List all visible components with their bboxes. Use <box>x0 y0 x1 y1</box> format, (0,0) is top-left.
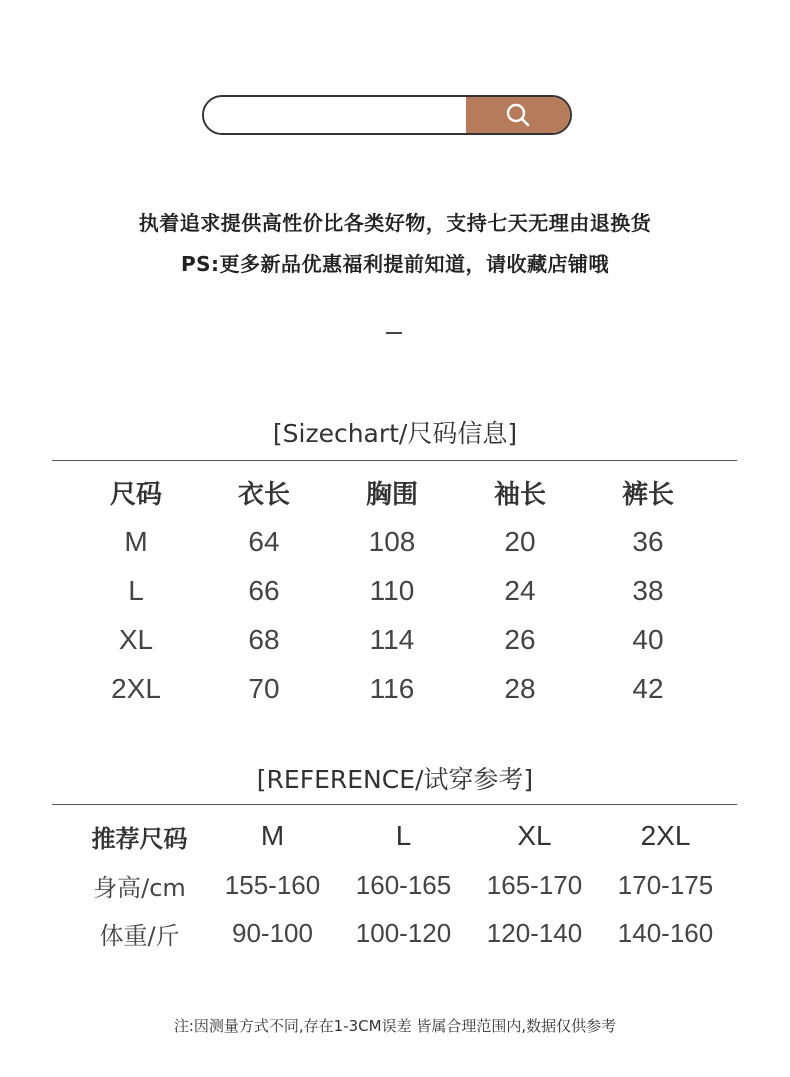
table-cell: 26 <box>504 623 536 655</box>
table-cell: 90-100 <box>232 917 313 948</box>
table-cell: 体重/斤 <box>99 921 180 950</box>
table-row <box>72 861 731 909</box>
table-row <box>72 517 712 566</box>
header-cell: 袖长 <box>493 479 546 510</box>
table-cell: 36 <box>632 525 664 557</box>
table-cell: XL <box>118 623 154 655</box>
header-cell: 衣长 <box>237 479 290 510</box>
header-cell: 2XL <box>640 820 691 851</box>
table-cell: 64 <box>248 525 280 557</box>
header-cell: 胸围 <box>365 479 418 510</box>
table-cell: 42 <box>632 672 664 704</box>
table-row <box>72 909 731 957</box>
table-cell: 110 <box>369 574 415 606</box>
divider-line <box>52 460 737 461</box>
header-cell: M <box>260 820 285 851</box>
reference-title: [REFERENCE/试穿参考] <box>256 765 534 794</box>
size-chart-table <box>72 467 712 713</box>
table-cell: 108 <box>368 525 416 557</box>
table-row <box>72 664 712 713</box>
dash-divider <box>386 332 402 334</box>
header-cell: XL <box>517 820 552 851</box>
size-chart-title: [Sizechart/尺码信息] <box>272 419 518 448</box>
table-cell: 140-160 <box>617 917 714 948</box>
table-cell: M <box>124 525 148 557</box>
table-cell: 68 <box>248 623 280 655</box>
reference-table <box>72 811 731 957</box>
table-cell: 38 <box>632 574 664 606</box>
header-cell: 裤长 <box>621 479 674 510</box>
search-bar[interactable] <box>202 95 572 135</box>
table-cell: 40 <box>632 623 664 655</box>
search-icon <box>504 101 532 129</box>
table-cell: 身高/cm <box>93 873 186 902</box>
table-cell: 28 <box>504 672 536 704</box>
search-button[interactable] <box>466 97 570 133</box>
table-cell: 165-170 <box>486 869 583 900</box>
table-header-row <box>72 811 731 861</box>
table-row <box>72 566 712 615</box>
footnote: 注:因测量方式不同,存在1-3CM误差 皆属合理范围内,数据仅供参考 <box>173 1017 617 1035</box>
table-cell: 24 <box>504 574 536 606</box>
table-cell: 2XL <box>111 672 161 704</box>
table-cell: 20 <box>504 525 536 557</box>
table-cell: 114 <box>369 623 415 655</box>
table-row <box>72 615 712 664</box>
table-cell: 116 <box>369 672 415 704</box>
table-cell: 100-120 <box>355 917 452 948</box>
header-cell: 推荐尺码 <box>91 824 188 853</box>
divider-line <box>52 804 737 805</box>
promo-line-2: PS:更多新品优惠福利提前知道，请收藏店铺哦 <box>180 252 610 276</box>
table-cell: 70 <box>248 672 280 704</box>
table-cell: 170-175 <box>617 869 714 900</box>
table-cell: L <box>128 574 144 606</box>
table-cell: 160-165 <box>355 869 452 900</box>
table-cell: 155-160 <box>224 869 321 900</box>
header-cell: 尺码 <box>109 479 162 510</box>
table-cell: 66 <box>248 574 280 606</box>
promo-line-1: 执着追求提供高性价比各类好物，支持七天无理由退换货 <box>138 211 652 235</box>
header-cell: L <box>395 820 412 851</box>
search-input[interactable] <box>204 97 466 133</box>
table-header-row <box>72 467 712 517</box>
table-cell: 120-140 <box>486 917 583 948</box>
